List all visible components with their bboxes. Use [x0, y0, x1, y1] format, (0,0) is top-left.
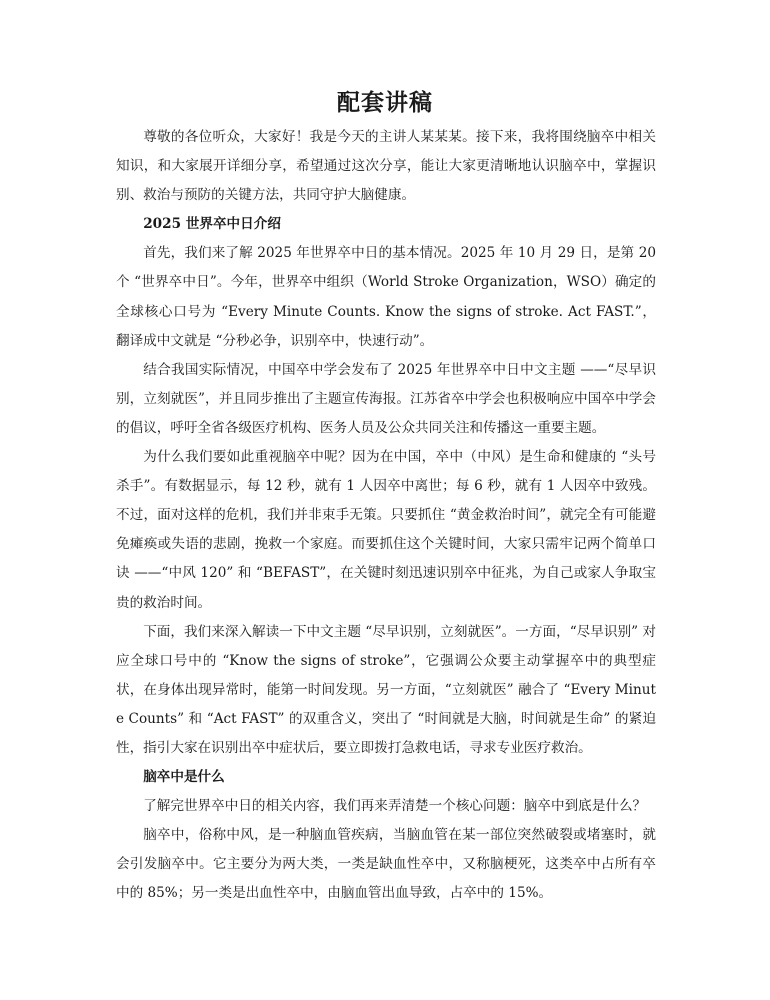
paragraph-why-important: 为什么我们要如此重视脑卒中呢？因为在中国，卒中（中风）是生命和健康的 “头号杀手”。有数据显示，每 12 秒，就有 1 人因卒中离世；每 6 秒，就有 1 人因卒中致残。不过，面对这样的危机，我们并非束手无策。只要抓住 “黄金救治时间”，就完全有可能避免瘫痪或失语的悲剧，挽救一个家庭。而要抓住这个关键时间，大家只需牢记两个简单口诀 ——“中风 120” 和 “BEFAST”，在关键时刻迅速识别卒中征兆，为自己或家人争取宝贵的救治时间。	[116, 449, 656, 611]
section-heading-stroke-day: 2025 世界卒中日介绍	[143, 216, 281, 233]
paragraph-stroke-definition: 脑卒中，俗称中风，是一种脑血管疾病，当脑血管在某一部位突然破裂或堵塞时，就会引发脑卒中。它主要分为两大类，一类是缺血性卒中，又称脑梗死，这类卒中占所有卒中的 85%；另一类是出血性卒中，由脑血管出血导致，占卒中的 15%。	[116, 827, 656, 902]
paragraph-theme-explanation: 下面，我们来深入解读一下中文主题 “尽早识别，立刻就医”。一方面，“尽早识别” 对应全球口号中的 “Know the signs of stroke”，它强调公众要主动掌握卒中的典型症状，在身体出现异常时，能第一时间发现。另一方面，“立刻就医” 融合了 “Every Minute Counts” 和 “Act FAST” 的双重含义，突出了 “时间就是大脑，时间就是生命” 的紧迫性，指引大家在识别出卒中症状后，要立即拨打急救电话，寻求专业医疗救治。	[116, 623, 656, 756]
document-body	[116, 123, 656, 909]
paragraph-stroke-day-basics: 首先，我们来了解 2025 年世界卒中日的基本情况。2025 年 10 月 29 日，是第 20 个 “世界卒中日”。今年，世界卒中组织（World Stroke Organization，WSO）确定的全球核心口号为 “Every Minute Counts. Know the signs of stroke. Act FAST.”，翻译成中文就是 “分秒必争，识别卒中，快速行动”。	[116, 245, 656, 349]
section-heading-what-is-stroke: 脑卒中是什么	[143, 769, 225, 786]
page-title: 配套讲稿	[337, 89, 433, 116]
intro-paragraph: 尊敬的各位听众，大家好！我是今天的主讲人某某某。接下来，我将围绕脑卒中相关知识，和大家展开详细分享，希望通过这次分享，能让大家更清晰地认识脑卒中，掌握识别、救治与预防的关键方法，共同守护大脑健康。	[116, 129, 656, 204]
paragraph-transition: 了解完世界卒中日的相关内容，我们再来弄清楚一个核心问题：脑卒中到底是什么？	[143, 798, 647, 815]
paragraph-chinese-theme: 结合我国实际情况，中国卒中学会发布了 2025 年世界卒中日中文主题 ——“尽早识别，立刻就医”，并且同步推出了主题宣传海报。江苏省卒中学会也积极响应中国卒中学会的倡议，呼吁全省各级医疗机构、医务人员及公众共同关注和传播这一重要主题。	[116, 361, 656, 436]
